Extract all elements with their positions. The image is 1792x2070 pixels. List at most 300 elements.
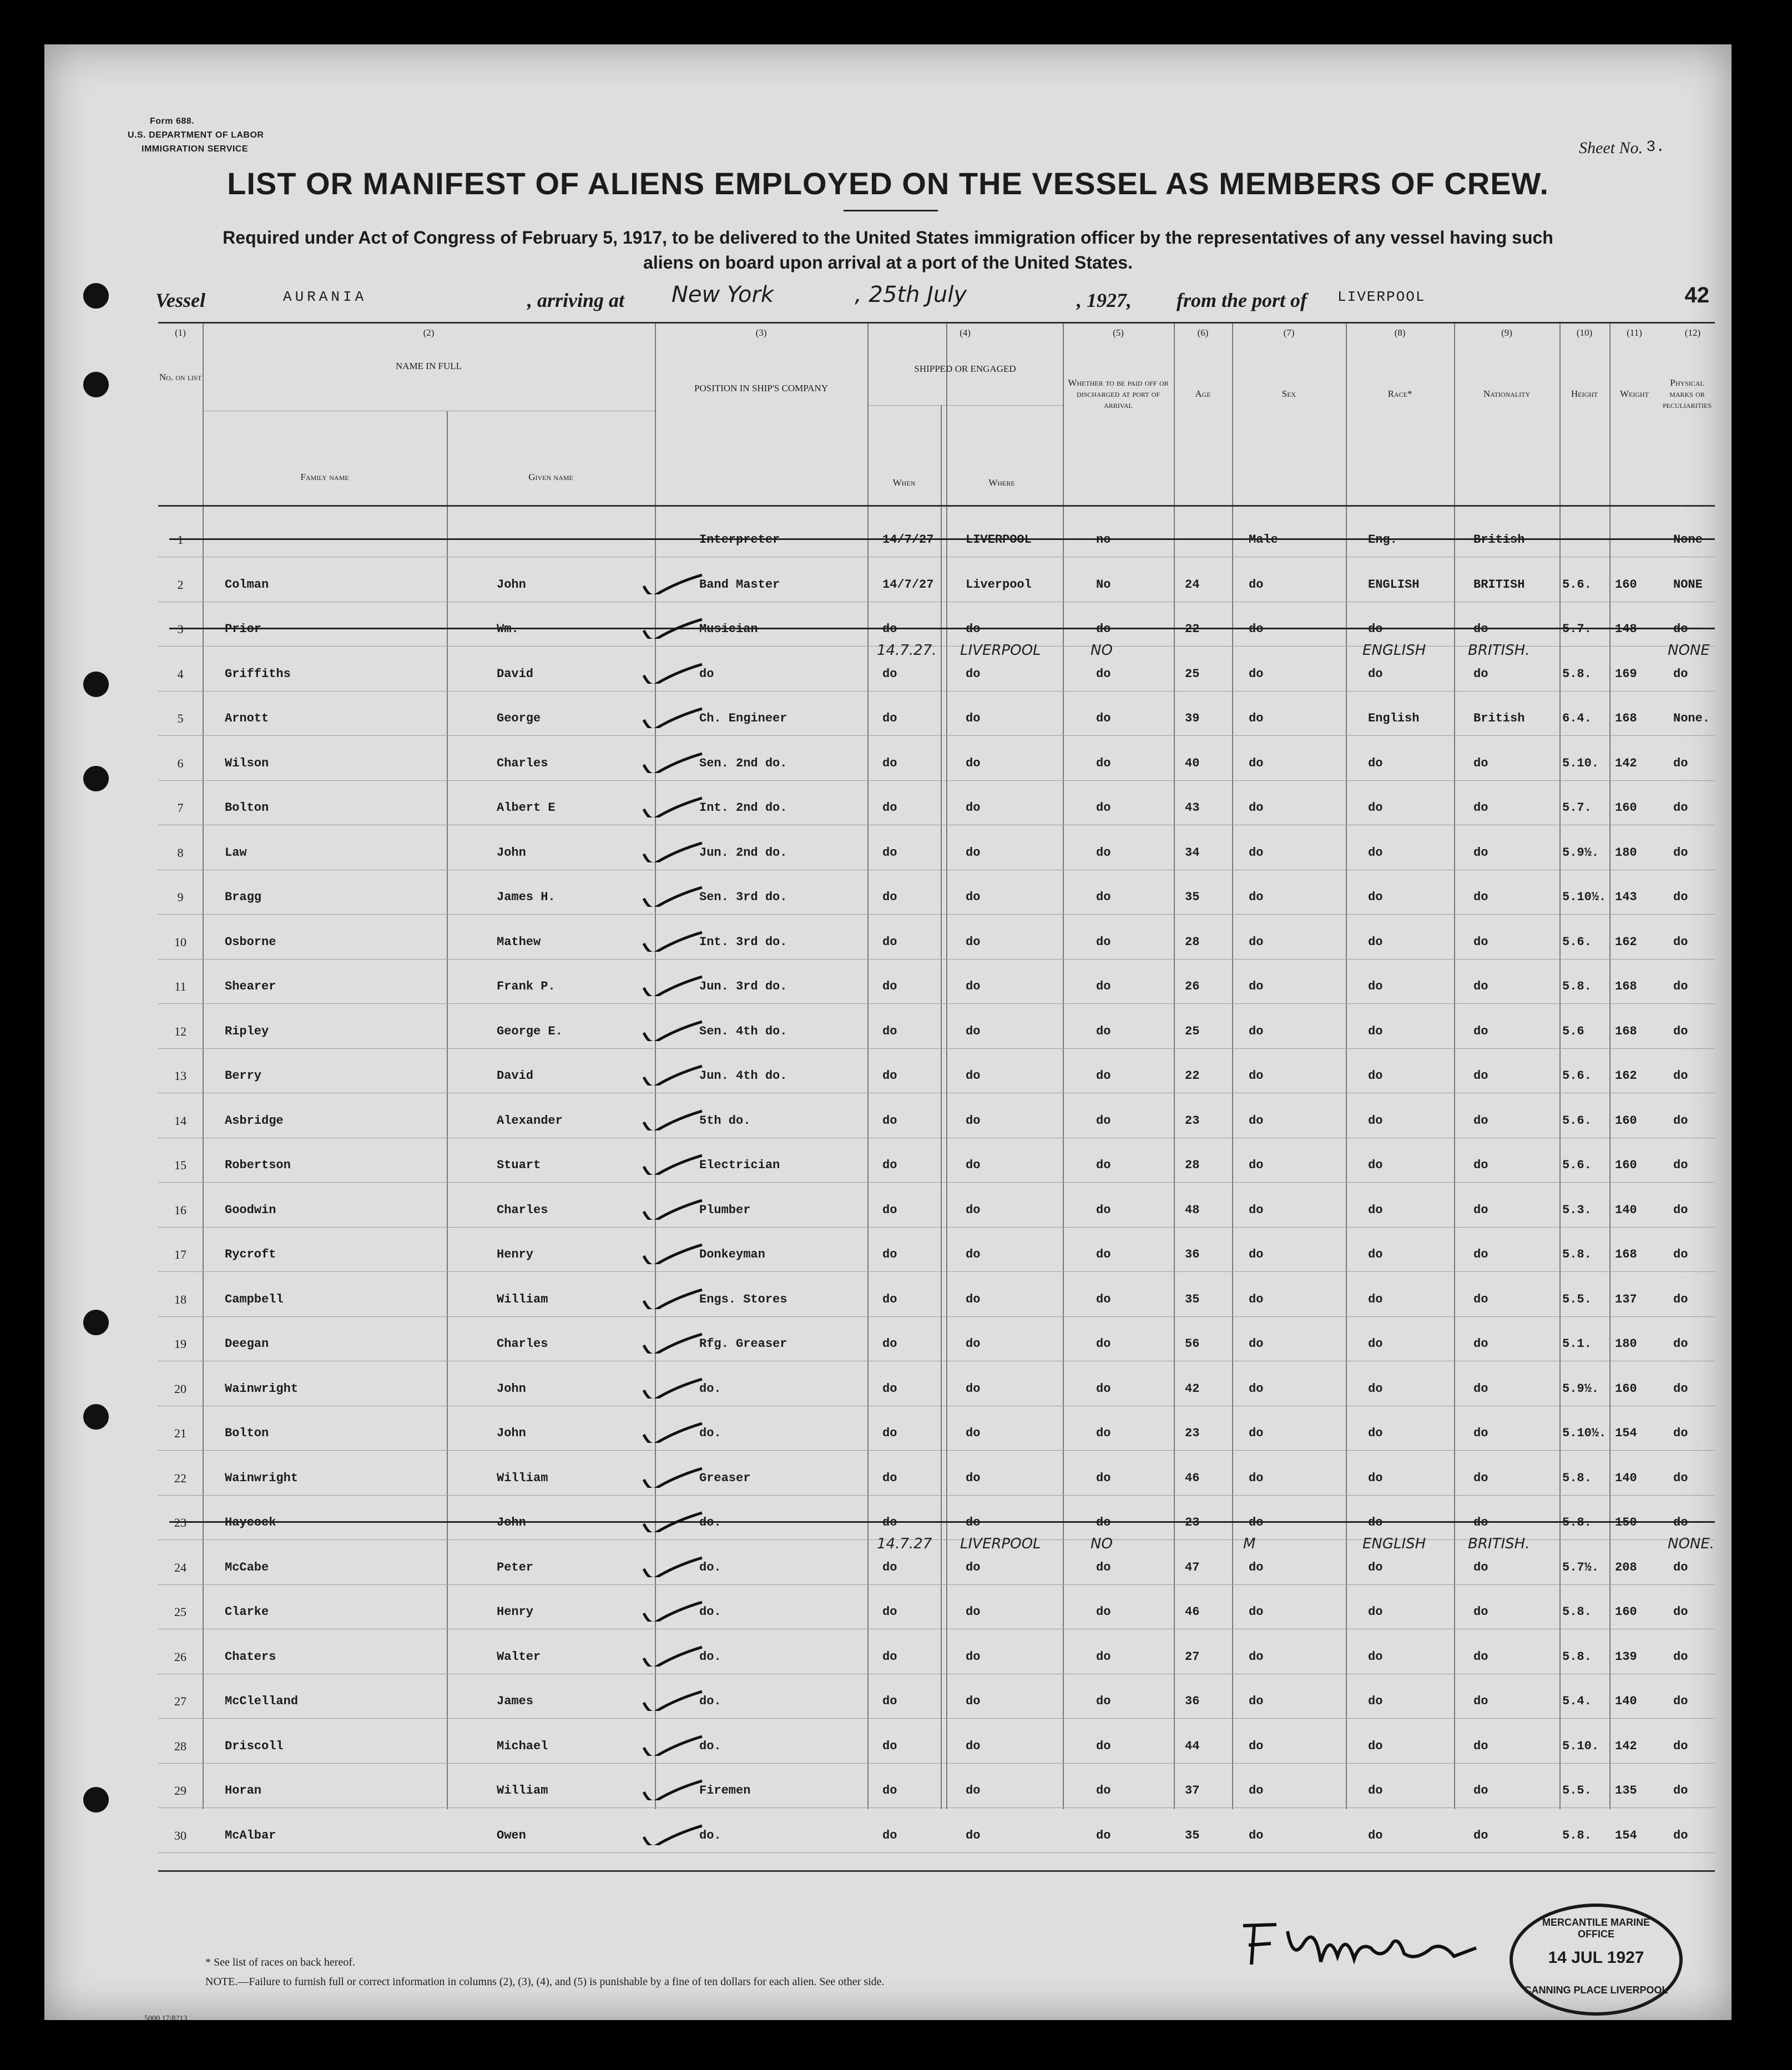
cell-nat: do <box>1473 1694 1488 1708</box>
cell-weight: 160 <box>1615 577 1637 592</box>
cell-weight: 160 <box>1615 1605 1637 1619</box>
cell-when: do <box>882 1694 897 1708</box>
row-rule <box>158 780 1715 781</box>
cell-given: Henry <box>497 1248 534 1261</box>
check-mark-icon <box>641 1644 708 1667</box>
row-number: 14 <box>174 1113 186 1128</box>
vessel-label: Vessel <box>155 289 205 311</box>
cell-where: do <box>966 1024 981 1038</box>
column-number: (1) <box>175 327 186 338</box>
row-rule <box>158 735 1715 736</box>
cell-height: 5.1. <box>1562 1337 1592 1351</box>
cell-height: 5.6 <box>1562 1024 1584 1038</box>
cell-weight: 168 <box>1615 980 1637 993</box>
cell-when: do <box>882 1784 897 1798</box>
check-mark-icon <box>641 974 708 996</box>
row-number: 18 <box>174 1292 186 1306</box>
cell-where: do <box>966 1426 981 1440</box>
cell-race: do <box>1368 1784 1383 1798</box>
cell-age: 35 <box>1185 890 1200 904</box>
cell-race: do <box>1368 1337 1383 1351</box>
cell-weight: 142 <box>1615 1739 1637 1753</box>
service-label: IMMIGRATION SERVICE <box>142 144 249 154</box>
stamp-location: CANNING PLACE LIVERPOOL <box>1524 1985 1668 1996</box>
cell-race: do <box>1368 1248 1383 1261</box>
row-number: 9 <box>177 890 184 904</box>
cell-nat: BRITISH <box>1473 577 1525 592</box>
cell-position: do <box>699 667 714 681</box>
cell-position: Rfg. Greaser <box>699 1337 788 1351</box>
cell-given: Charles <box>497 1203 548 1217</box>
cell-marks: do <box>1673 1426 1688 1440</box>
cell-sex: do <box>1249 1158 1264 1172</box>
cell-given: Frank P. <box>497 980 556 993</box>
cell-marks: do <box>1673 1828 1688 1842</box>
column-rule <box>447 411 448 1809</box>
cell-age: 39 <box>1185 711 1200 725</box>
header-name-in-full: NAME IN FULL <box>396 361 462 371</box>
cell-family: Bolton <box>225 801 269 815</box>
cell-height: 5.3. <box>1562 1203 1592 1217</box>
cell-sex: do <box>1249 1069 1264 1083</box>
cell-where: do <box>966 801 981 815</box>
arrival-port: New York <box>672 282 774 307</box>
cell-nat: do <box>1473 1337 1488 1351</box>
cell-height: 5.9½. <box>1562 845 1599 860</box>
cell-sex: do <box>1249 1337 1264 1351</box>
row-number: 25 <box>174 1605 186 1619</box>
cell-nat: do <box>1473 667 1488 681</box>
check-mark-icon <box>641 617 708 639</box>
cell-race: do <box>1368 845 1383 860</box>
row-number: 10 <box>174 935 186 949</box>
handwritten-correction: 14.7.27. <box>877 642 937 659</box>
cell-where: do <box>966 890 981 904</box>
row-rule <box>158 1450 1715 1451</box>
cell-height: 5.8. <box>1562 1828 1592 1842</box>
cell-family: McClelland <box>225 1694 299 1708</box>
cell-position: Engs. Stores <box>699 1292 788 1306</box>
cell-when: do <box>882 667 897 681</box>
race-footnote: * See list of races on back hereof. <box>205 1956 355 1968</box>
cell-sex: do <box>1249 756 1264 770</box>
cell-when: do <box>882 980 897 993</box>
cell-family: Deegan <box>225 1337 269 1351</box>
arriving-label: , arriving at <box>527 289 625 311</box>
cell-age: 22 <box>1185 1069 1200 1083</box>
cell-marks: do <box>1673 1560 1688 1574</box>
cell-position: Donkeyman <box>699 1248 765 1261</box>
manifest-sheet <box>44 44 1732 2020</box>
header-age: Age <box>1195 388 1211 399</box>
cell-when: do <box>882 845 897 860</box>
cell-age: 44 <box>1185 1739 1200 1753</box>
row-number <box>164 1516 197 1530</box>
row-number: 6 <box>177 756 184 770</box>
cell-family: Bragg <box>225 890 262 904</box>
header-given-name: Given name <box>528 472 573 482</box>
cell-sex: do <box>1249 1471 1264 1485</box>
header-where: Where <box>988 477 1015 488</box>
row-rule <box>158 1316 1715 1317</box>
row-number: 7 <box>177 801 184 815</box>
cell-where: do <box>966 1694 981 1708</box>
header-when: When <box>892 477 916 488</box>
document-title: LIST OR MANIFEST OF ALIENS EMPLOYED ON THE VESSEL AS MEMBERS OF CREW. <box>227 166 1549 201</box>
column-rule <box>1346 322 1347 1809</box>
cell-given: William <box>497 1292 548 1306</box>
cell-where: do <box>966 1203 981 1217</box>
check-mark-icon <box>641 1108 708 1130</box>
cell-where: do <box>966 1471 981 1485</box>
cell-sex: do <box>1249 1605 1264 1619</box>
cell-age: 28 <box>1185 935 1200 949</box>
cell-when: do <box>882 1024 897 1038</box>
cell-age: 27 <box>1185 1649 1200 1664</box>
cell-where: do <box>966 1649 981 1664</box>
cell-marks: do <box>1673 801 1688 815</box>
row-rule <box>158 1584 1715 1585</box>
cell-race: do <box>1368 1024 1383 1038</box>
handwritten-correction: BRITISH. <box>1468 1535 1530 1552</box>
cell-paid: do <box>1096 1292 1111 1306</box>
cell-where: do <box>966 667 981 681</box>
cell-when: do <box>882 1248 897 1261</box>
cell-position: Electrician <box>699 1158 780 1172</box>
cell-marks: do <box>1673 1158 1688 1172</box>
column-number: (8) <box>1394 327 1406 338</box>
cell-height: 5.6. <box>1562 577 1592 592</box>
cell-weight: 160 <box>1615 801 1637 815</box>
handwritten-correction: ENGLISH <box>1362 1535 1426 1552</box>
cell-race: do <box>1368 890 1383 904</box>
cell-family: Wainwright <box>225 1381 299 1396</box>
cell-race: do <box>1368 667 1383 681</box>
cell-nat: do <box>1473 1292 1488 1306</box>
cell-family: Campbell <box>225 1292 284 1306</box>
cell-weight: 139 <box>1615 1649 1637 1664</box>
cell-position: Jun. 4th do. <box>699 1069 788 1083</box>
check-mark-icon <box>641 751 708 773</box>
header-height: Height <box>1571 388 1598 399</box>
row-number <box>164 533 197 547</box>
row-number: 15 <box>174 1158 186 1172</box>
row-rule <box>158 505 1715 507</box>
department-label: U.S. DEPARTMENT OF LABOR <box>128 130 264 140</box>
cell-position: Sen. 3rd do. <box>699 890 788 904</box>
cell-where: do <box>966 1113 981 1128</box>
row-number: 20 <box>174 1381 186 1396</box>
check-mark-icon <box>641 1331 708 1354</box>
cell-when: do <box>882 711 897 725</box>
cell-nat: do <box>1473 980 1488 993</box>
row-rule <box>158 959 1715 960</box>
cell-given: James H. <box>497 890 556 904</box>
cell-height: 5.8. <box>1562 1471 1592 1485</box>
check-mark-icon <box>641 930 708 952</box>
cell-paid: do <box>1096 980 1111 993</box>
cell-family: Griffiths <box>225 667 291 681</box>
cell-paid: do <box>1096 1828 1111 1842</box>
cell-position: Int. 2nd do. <box>699 801 788 815</box>
cell-family: Osborne <box>225 935 276 949</box>
cell-height: 5.8. <box>1562 980 1592 993</box>
cell-race: do <box>1368 801 1383 815</box>
cell-weight: 135 <box>1615 1784 1637 1798</box>
row-rule <box>158 914 1715 915</box>
row-number: 16 <box>174 1203 186 1217</box>
column-rule <box>941 405 942 1809</box>
officer-signature <box>1232 1909 1487 1976</box>
row-number: 13 <box>174 1069 186 1083</box>
row-number: 4 <box>177 667 184 681</box>
header-physical-marks: Physical marks or peculiarities <box>1663 377 1712 410</box>
cell-family: Clarke <box>225 1605 269 1619</box>
cell-sex: do <box>1249 1784 1264 1798</box>
cell-age: 42 <box>1185 1381 1200 1396</box>
cell-age: 35 <box>1185 1292 1200 1306</box>
cell-where: do <box>966 980 981 993</box>
cell-weight: 142 <box>1615 756 1637 770</box>
check-mark-icon <box>641 1734 708 1756</box>
column-rule <box>1063 322 1064 1809</box>
cell-position: Jun. 2nd do. <box>699 845 788 860</box>
cell-paid: do <box>1096 1649 1111 1664</box>
row-number: 2 <box>177 577 184 592</box>
cell-nat: do <box>1473 1248 1488 1261</box>
row-rule <box>158 1048 1715 1049</box>
cell-age: 36 <box>1185 1248 1200 1261</box>
cell-nat: do <box>1473 1024 1488 1038</box>
cell-where: do <box>966 1784 981 1798</box>
column-number: (12) <box>1684 327 1701 338</box>
cell-height: 5.8. <box>1562 667 1592 681</box>
cell-marks: do <box>1673 1649 1688 1664</box>
cell-given: Henry <box>497 1605 534 1619</box>
cell-when: do <box>882 801 897 815</box>
cell-marks: do <box>1673 1784 1688 1798</box>
column-number: (9) <box>1501 327 1512 338</box>
cell-family: Shearer <box>225 980 276 993</box>
header-family-name: Family name <box>300 472 349 482</box>
check-mark-icon <box>641 840 708 862</box>
cell-marks: do <box>1673 1471 1688 1485</box>
arrival-year: , 1927, <box>1077 289 1132 311</box>
check-mark-icon <box>641 1242 708 1264</box>
cell-given: James <box>497 1694 534 1708</box>
cell-weight: 154 <box>1615 1828 1637 1842</box>
cell-given: William <box>497 1471 548 1485</box>
cell-weight: 160 <box>1615 1113 1637 1128</box>
row-rule <box>158 1495 1715 1496</box>
cell-weight: 140 <box>1615 1203 1637 1217</box>
cell-marks: do <box>1673 1739 1688 1753</box>
cell-nat: do <box>1473 1158 1488 1172</box>
cell-marks: do <box>1673 935 1688 949</box>
cell-where: do <box>966 1828 981 1842</box>
cell-position: do. <box>699 1649 721 1664</box>
cell-height: 5.8. <box>1562 1248 1592 1261</box>
cell-marks: do <box>1673 1292 1688 1306</box>
cell-race: do <box>1368 1471 1383 1485</box>
handwritten-correction: 14.7.27 <box>877 1535 932 1552</box>
cell-age: 40 <box>1185 756 1200 770</box>
cell-marks: do <box>1673 1337 1688 1351</box>
cell-weight: 162 <box>1615 1069 1637 1083</box>
cell-when: do <box>882 1158 897 1172</box>
cell-race: do <box>1368 756 1383 770</box>
column-rule <box>1174 322 1175 1809</box>
cell-given: John <box>497 577 526 592</box>
cell-sex: do <box>1249 711 1264 725</box>
header-paid-off: Whether to be paid off or discharged at port of arrival <box>1068 377 1169 410</box>
cell-where: do <box>966 1337 981 1351</box>
cell-sex: do <box>1249 845 1264 860</box>
column-number: (3) <box>755 327 767 338</box>
cell-weight: 162 <box>1615 935 1637 949</box>
cell-race: do <box>1368 1113 1383 1128</box>
requirement-text: Required under Act of Congress of February 5, 1917, to be delivered to the United States immigration officer by the representatives of any vessel having such <box>223 228 1553 248</box>
header-race: Race* <box>1387 388 1412 399</box>
check-mark-icon <box>641 1019 708 1041</box>
strike-through <box>169 538 1715 540</box>
cell-age: 56 <box>1185 1337 1200 1351</box>
row-number: 19 <box>174 1337 186 1351</box>
cell-sex: do <box>1249 1560 1264 1574</box>
cell-age: 25 <box>1185 1024 1200 1038</box>
cell-marks: do <box>1673 1605 1688 1619</box>
cell-paid: do <box>1096 1248 1111 1261</box>
cell-age: 48 <box>1185 1203 1200 1217</box>
cell-marks: None. <box>1673 711 1710 725</box>
cell-given: John <box>497 1381 526 1396</box>
cell-sex: do <box>1249 1381 1264 1396</box>
penalty-note: NOTE.—Failure to furnish full or correct information in columns (2), (3), (4), and (5) is punishable by a fine of ten dollars for each alien. See other side. <box>205 1976 885 1988</box>
cell-position: do. <box>699 1560 721 1574</box>
check-mark-icon <box>641 885 708 907</box>
cell-sex: do <box>1249 1292 1264 1306</box>
cell-nat: do <box>1473 935 1488 949</box>
cell-sex: do <box>1249 1828 1264 1842</box>
cell-nat: do <box>1473 1560 1488 1574</box>
cell-given: John <box>497 845 526 860</box>
column-rule <box>1232 322 1233 1809</box>
cell-given: Charles <box>497 1337 548 1351</box>
column-number: (7) <box>1283 327 1295 338</box>
cell-weight: 180 <box>1615 845 1637 860</box>
check-mark-icon <box>641 1421 708 1443</box>
check-mark-icon <box>641 1466 708 1488</box>
cell-family: Rycroft <box>225 1248 276 1261</box>
cell-paid: do <box>1096 890 1111 904</box>
cell-paid: do <box>1096 667 1111 681</box>
row-number: 28 <box>174 1739 186 1753</box>
cell-age: 46 <box>1185 1605 1200 1619</box>
column-rule <box>946 322 947 1809</box>
cell-height: 5.10. <box>1562 756 1599 770</box>
cell-height: 5.4. <box>1562 1694 1592 1708</box>
cell-marks: do <box>1673 1248 1688 1261</box>
check-mark-icon <box>641 1376 708 1398</box>
cell-height: 5.5. <box>1562 1292 1592 1306</box>
cell-where: do <box>966 1069 981 1083</box>
cell-when: do <box>882 1426 897 1440</box>
binder-hole <box>83 1787 109 1812</box>
cell-when: do <box>882 1069 897 1083</box>
cell-paid: do <box>1096 1694 1111 1708</box>
check-mark-icon <box>641 1823 708 1845</box>
cell-sex: do <box>1249 667 1264 681</box>
handwritten-correction: M <box>1243 1535 1256 1552</box>
cell-nat: do <box>1473 1113 1488 1128</box>
handwritten-correction: ENGLISH <box>1362 642 1426 659</box>
binder-hole <box>83 283 109 309</box>
cell-where: do <box>966 1739 981 1753</box>
cell-when: do <box>882 1292 897 1306</box>
cell-position: do. <box>699 1739 721 1753</box>
cell-weight: 168 <box>1615 711 1637 725</box>
cell-age: 25 <box>1185 667 1200 681</box>
cell-where: do <box>966 845 981 860</box>
cell-age: 26 <box>1185 980 1200 993</box>
cell-weight: 180 <box>1615 1337 1637 1351</box>
cell-age: 35 <box>1185 1828 1200 1842</box>
check-mark-icon <box>641 1510 708 1532</box>
cell-weight: 140 <box>1615 1694 1637 1708</box>
header-sex: Sex <box>1281 388 1296 399</box>
cell-race: do <box>1368 1739 1383 1753</box>
cell-given: Charles <box>497 756 548 770</box>
row-rule <box>158 1182 1715 1183</box>
cell-paid: do <box>1096 1158 1111 1172</box>
cell-marks: do <box>1673 890 1688 904</box>
column-number: (11) <box>1627 327 1642 338</box>
cell-position: Plumber <box>699 1203 751 1217</box>
header-no-on-list: No. on list <box>159 372 202 382</box>
cell-nat: do <box>1473 1471 1488 1485</box>
check-mark-icon <box>641 1555 708 1577</box>
cell-position: Int. 3rd do. <box>699 935 788 949</box>
cell-nat: do <box>1473 1203 1488 1217</box>
cell-nat: do <box>1473 1828 1488 1842</box>
cell-age: 23 <box>1185 1113 1200 1128</box>
handwritten-correction: LIVERPOOL <box>960 1535 1041 1552</box>
cell-race: do <box>1368 1426 1383 1440</box>
cell-race: do <box>1368 1158 1383 1172</box>
cell-family: Arnott <box>225 711 269 725</box>
cell-where: do <box>966 1248 981 1261</box>
cell-family: Bolton <box>225 1426 269 1440</box>
cell-given: John <box>497 1426 526 1440</box>
cell-age: 36 <box>1185 1694 1200 1708</box>
cell-nat: British <box>1473 711 1525 725</box>
arrival-date: , 25th July <box>855 282 967 307</box>
binder-hole <box>83 766 109 791</box>
cell-nat: do <box>1473 801 1488 815</box>
cell-sex: do <box>1249 1248 1264 1261</box>
handwritten-correction: NONE <box>1668 642 1710 659</box>
cell-when: do <box>882 1739 897 1753</box>
cell-where: do <box>966 756 981 770</box>
cell-paid: do <box>1096 845 1111 860</box>
cell-paid: do <box>1096 1113 1111 1128</box>
cell-family: Wilson <box>225 756 269 770</box>
cell-race: do <box>1368 1203 1383 1217</box>
check-mark-icon <box>641 662 708 684</box>
cell-position: do. <box>699 1828 721 1842</box>
binder-hole <box>83 1310 109 1335</box>
cell-family: Berry <box>225 1069 262 1083</box>
